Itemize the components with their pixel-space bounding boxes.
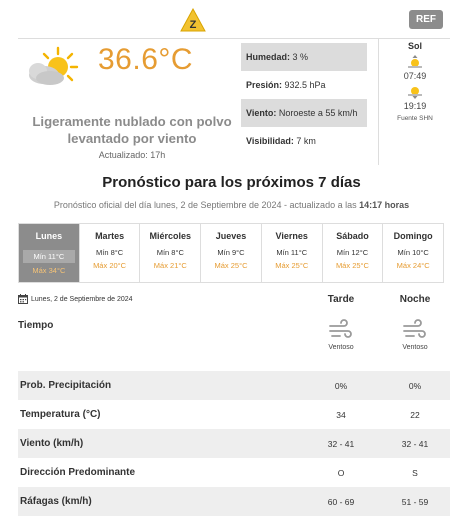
sunrise-icon [407, 55, 423, 69]
detail-date: Lunes, 2 de Septiembre de 2024 [18, 294, 133, 304]
day-tab-lunes[interactable]: Lunes Mín 11°C Máx 34°C [19, 224, 80, 282]
table-row: Ráfagas (km/h) 60 - 69 51 - 59 [18, 487, 450, 516]
top-strip [0, 0, 463, 34]
sun-source: Fuente SHN [397, 115, 433, 122]
metrics-panel [241, 43, 367, 155]
forecast-title: Pronóstico para los próximos 7 días [102, 174, 361, 191]
table-row: Prob. Precipitación 0% 0% [18, 371, 450, 400]
days-selector [18, 223, 444, 283]
calendar-icon [18, 294, 28, 304]
weather-description: Ligeramente nublado con polvo levantado por viento [32, 114, 232, 146]
sunset-time: 19:19 [403, 101, 427, 111]
tarde-weather: Ventoso [311, 318, 371, 351]
tiempo-label: Tiempo [18, 320, 54, 331]
current-temperature: 36.6°C [98, 43, 194, 76]
day-tab-sabado[interactable]: Sábado Mín 12°C Máx 25°C [323, 224, 384, 282]
sun-panel [378, 39, 451, 165]
day-tab-jueves[interactable]: Jueves Mín 9°C Máx 25°C [201, 224, 262, 282]
metric-humidity: Humedad: 3 % [241, 43, 367, 71]
partly-cloudy-icon [24, 45, 80, 89]
noche-weather: Ventoso [385, 318, 445, 351]
column-noche: Noche [399, 294, 431, 305]
metric-visibility: Visibilidad: 7 km [246, 136, 316, 146]
day-tab-martes[interactable]: Martes Mín 8°C Máx 20°C [80, 224, 141, 282]
warning-z-icon[interactable] [180, 8, 206, 32]
day-tab-viernes[interactable]: Viernes Mín 11°C Máx 25°C [262, 224, 323, 282]
wind-icon [328, 318, 354, 342]
table-row: Temperatura (°C) 34 22 [20, 409, 420, 420]
ref-button[interactable]: REF [409, 10, 443, 29]
forecast-subtitle: Pronóstico oficial del día lunes, 2 de Septiembre de 2024 - actualizado a las 14:17 horas [53, 200, 410, 210]
table-row: Dirección Predominante O S [20, 467, 418, 478]
day-tab-miercoles[interactable]: Miércoles Mín 8°C Máx 21°C [140, 224, 201, 282]
detail-rows [18, 371, 450, 516]
metric-pressure: Presión: 932.5 hPa [246, 80, 326, 90]
day-tab-domingo[interactable]: Domingo Mín 10°C Máx 24°C [393, 231, 433, 270]
table-row: Viento (km/h) 32 - 41 32 - 41 [18, 429, 450, 458]
column-tarde: Tarde [327, 294, 355, 305]
sunset-icon [407, 85, 423, 99]
metric-wind: Viento: Noroeste a 55 km/h [241, 99, 367, 127]
updated-time: Actualizado: 17h [98, 150, 166, 160]
wind-icon [402, 318, 428, 342]
sunrise-time: 07:49 [403, 71, 427, 81]
svg-text:Z: Z [189, 19, 197, 31]
sun-title: Sol [407, 41, 422, 51]
current-conditions [18, 38, 450, 166]
